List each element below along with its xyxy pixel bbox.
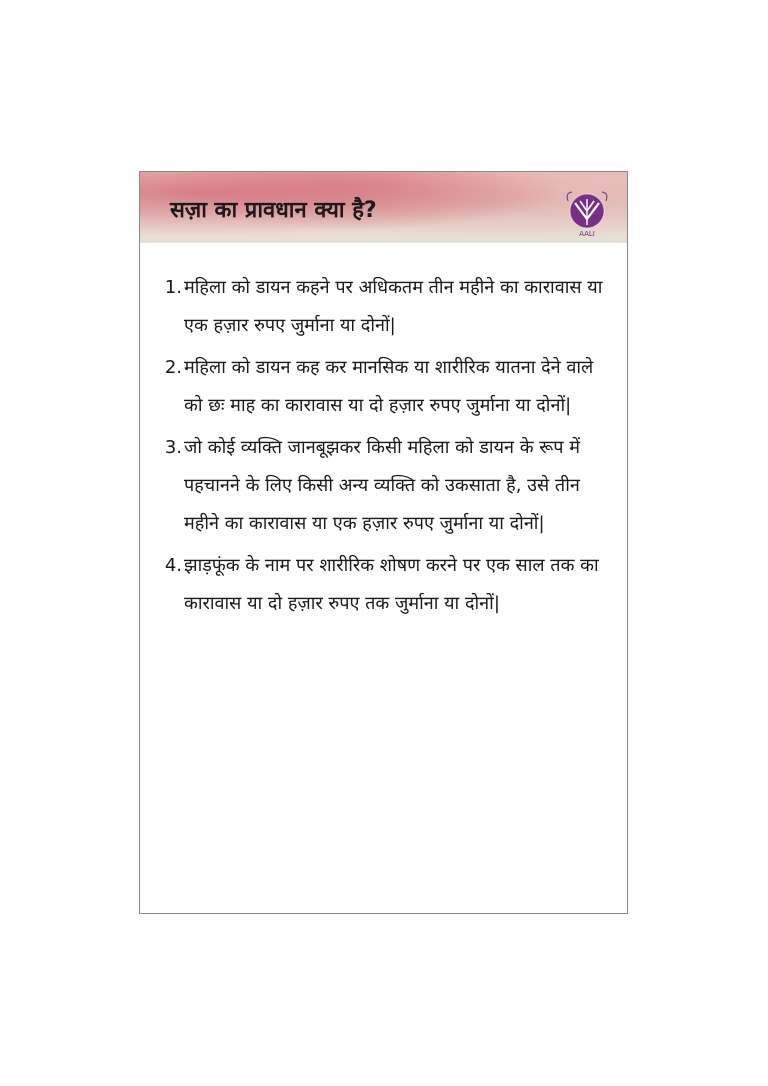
logo-text: AALI <box>579 230 595 238</box>
card-header <box>140 172 627 243</box>
item-text: महिला को डायन कह कर मानसिक या शारीरिक यातना देने वाले को छः माह का कारावास या दो हज़ार रुपए जुर्माना या दोनों| <box>184 357 594 416</box>
item-text: झाड़फूंक के नाम पर शारीरिक शोषण करने पर एक साल तक का कारावास या दो हज़ार रुपए तक जुर्माना या दोनों| <box>184 555 599 614</box>
list-item <box>162 429 612 543</box>
item-number: 3. <box>164 437 182 458</box>
list-item <box>162 349 612 425</box>
card-title: सज़ा का प्रावधान क्या है? <box>170 198 377 223</box>
item-number: 4. <box>164 555 182 576</box>
aali-logo <box>562 189 612 241</box>
item-number: 1. <box>164 277 182 298</box>
list-item <box>162 547 612 623</box>
item-text: जो कोई व्यक्ति जानबूझकर किसी महिला को डायन के रूप में पहचानने के लिए किसी अन्य व्यक्ति को उकसाता है, उसे तीन महीने का कारावास या एक हज़ार रुपए जुर्माना या दोनों| <box>184 437 580 534</box>
list-item <box>162 269 612 345</box>
item-number: 2. <box>164 357 182 378</box>
info-card <box>139 171 628 914</box>
provision-list <box>162 269 612 627</box>
item-text: महिला को डायन कहने पर अधिकतम तीन महीने का कारावास या एक हज़ार रुपए जुर्माना या दोनों| <box>184 277 603 336</box>
